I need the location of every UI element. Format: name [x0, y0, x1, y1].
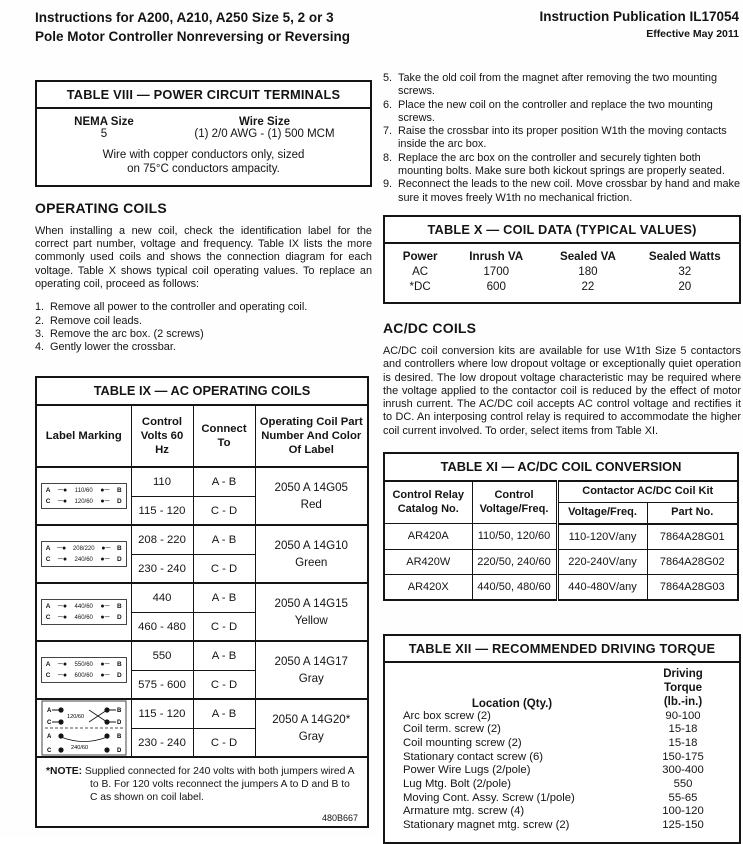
operating-coils-heading: OPERATING COILS	[35, 199, 167, 216]
table-row: Moving Cont. Assy. Screw (1/pole) 55-65	[403, 791, 698, 804]
table-x	[383, 215, 741, 304]
publication-info	[539, 9, 739, 40]
table-ix-note-row	[36, 757, 368, 827]
table-xi-header-row	[384, 481, 738, 502]
svg-text:120/60: 120/60	[66, 714, 84, 721]
acdc-coils-paragraph: AC/DC coil conversion kits are available for use W1th Size 5 contactors and controllers where low dropout voltage or exceptionally quiet operation is desired. The low dropout voltage characteristic may be required where the voltage applied to the contactor coil is reduced by the effect of motor inrush current. The AC/DC coil accepts AC control voltage and rectifies it to DC. An interposing control relay is required to accommodate the higher coil current involved. To order, select items from Table XI.	[383, 344, 741, 437]
part-number-cell: 2050 A 14G17 Gray	[255, 641, 368, 699]
table-row: A B C D 120/60 A B C D 240/60 115 - 120 A - B 2050 A 14G20* Gray	[36, 699, 368, 728]
table-ix-title: TABLE IX — AC OPERATING COILS	[36, 377, 368, 405]
coil-label-cell	[36, 699, 131, 757]
terminal-dot-icon	[100, 603, 109, 610]
col-header-connect-to: Connect To	[193, 405, 255, 467]
table-viii	[35, 80, 372, 187]
table-xi	[383, 452, 739, 600]
table-row: A ─● 440/60 ●─ B C ─● 460/60 ●─ D 440 A - B 2050 A 14G15 Yellow	[36, 583, 368, 612]
table-xii-title: TABLE XII — RECOMMENDED DRIVING TORQUE	[385, 636, 739, 663]
drawing-number: 480B667	[321, 812, 358, 823]
list-item: 7. Raise the crossbar into its proper position W1th the moving contacts inside the arc box.	[383, 125, 727, 151]
list-item: 6. Place the new coil on the controller and replace the two mounting screws.	[383, 98, 713, 124]
table-viii-title: TABLE VIII — POWER CIRCUIT TERMINALS	[37, 82, 370, 109]
effective-date: Effective May 2011	[646, 28, 739, 40]
col-header-driving-torque: Driving Torque (lb.-in.)	[663, 667, 703, 709]
acdc-coils-heading: AC/DC COILS	[383, 319, 477, 336]
table-row: 115 - 120 C - D	[36, 496, 368, 525]
table-xi-title: TABLE XI — AC/DC COIL CONVERSION	[384, 453, 738, 481]
list-item: 5. Take the old coil from the magnet after removing the two mounting screws.	[383, 72, 718, 98]
left-column	[35, 80, 372, 828]
table-x-body: Power Inrush VA Sealed VA Sealed Watts AC 1700 180 32 *DC 600 22 20	[402, 249, 721, 293]
table-viii-col2-value: (1) 2/0 AWG - (1) 500 MCM	[194, 128, 335, 140]
table-viii-col1-value: 5	[100, 128, 108, 140]
table-ix-header-row	[36, 405, 368, 467]
coil-label-cell	[36, 467, 131, 525]
table-viii-body	[37, 109, 370, 142]
terminal-dot-icon	[58, 603, 67, 610]
col-header-kit-part: Part No.	[647, 502, 738, 523]
document-title-line1: Instructions for A200, A210, A250 Size 5, 2 or 3	[35, 10, 334, 25]
svg-text:D: D	[116, 748, 122, 755]
coil-label-cell	[36, 525, 131, 583]
table-row: AR420W 220/50, 240/60 220-240V/any 7864A28G02	[384, 549, 738, 574]
table-viii-col2-header: Wire Size	[238, 116, 290, 128]
svg-text:A: A	[46, 734, 52, 741]
col-header-control-volts: Control Volts 60 Hz	[131, 405, 193, 467]
table-row: AR420A 110/50, 120/60 110-120V/any 7864A28G01	[384, 524, 738, 550]
terminal-dot-icon	[58, 498, 67, 505]
operating-coils-paragraph: When installing a new coil, check the identification label for the correct part number, voltage and frequency. Table IX lists the more commonly used coils and shows the connection diagram for each voltage. Table X shows typical coil operating values. To replace an operating coil, proceed as follows:	[35, 224, 372, 290]
table-xii	[383, 634, 741, 844]
table-xii-body	[385, 663, 739, 842]
terminal-dot-icon	[58, 672, 67, 679]
part-number-cell: 2050 A 14G05 Red	[255, 467, 368, 525]
list-item: 1. Remove all power to the controller and operating coil.	[35, 301, 308, 314]
table-viii-note: Wire with copper conductors only, sized on 75°C conductors ampacity.	[102, 149, 305, 176]
col-header-relay: Control Relay Catalog No.	[384, 481, 472, 524]
svg-text:B: B	[116, 734, 122, 741]
coil-label-diagram: A ─● 110/60 ●─ B C ─● 120/60 ●─ D	[41, 483, 127, 509]
part-number-cell: 2050 A 14G15 Yellow	[255, 583, 368, 641]
terminal-dot-icon	[100, 556, 109, 563]
table-row: 230 - 240 C - D	[36, 728, 368, 757]
coil-label-cell	[36, 583, 131, 641]
coil-label-diagram: A ─● 208/220 ●─ B C ─● 240/60 ●─ D	[41, 541, 127, 567]
table-row: Power Wire Lugs (2/pole) 300-400	[403, 764, 704, 777]
list-item: 8. Replace the arc box on the controller and securely tighten both mounting bolts. Make sure both kickout springs are properly seated.	[383, 151, 725, 178]
steps-list-1-4	[35, 301, 372, 354]
list-item: 2. Remove coil leads.	[35, 314, 143, 327]
table-row: Coil term. screw (2) 15-18	[403, 723, 698, 736]
svg-text:C: C	[46, 748, 52, 755]
table-row: Arc box screw (2) 90-100	[403, 709, 701, 722]
col-header-kit-vf: Voltage/Freq.	[557, 502, 647, 523]
steps-list-5-9	[383, 72, 741, 205]
table-row: Lug Mtg. Bolt (2/pole) 550	[403, 777, 693, 790]
part-number-cell: 2050 A 14G10 Green	[255, 525, 368, 583]
terminal-dot-icon	[58, 487, 67, 494]
coil-label-jumper-diagram	[41, 700, 127, 756]
coil-label-cell	[36, 641, 131, 699]
col-header-control-vf: Control Voltage/Freq.	[472, 481, 557, 524]
terminal-dot-icon	[100, 614, 109, 621]
terminal-dot-icon	[58, 661, 67, 668]
list-item: 4. Gently lower the crossbar.	[35, 341, 176, 354]
table-row: Armature mtg. screw (4) 100-120	[403, 805, 704, 818]
svg-text:D: D	[116, 720, 122, 727]
svg-text:A: A	[46, 708, 52, 715]
document-title	[35, 9, 350, 47]
terminal-dot-icon	[58, 556, 67, 563]
table-row: Stationary contact screw (6) 150-175	[403, 750, 704, 763]
table-ix	[35, 376, 369, 828]
table-x-title: TABLE X — COIL DATA (TYPICAL VALUES)	[385, 217, 739, 244]
terminal-dot-icon	[100, 672, 109, 679]
table-row: 575 - 600 C - D	[36, 670, 368, 699]
table-row: A ─● 550/60 ●─ B C ─● 600/60 ●─ D 550 A - B 2050 A 14G17 Gray	[36, 641, 368, 670]
table-row: 460 - 480 C - D	[36, 612, 368, 641]
terminal-dot-icon	[100, 498, 109, 505]
list-item: 3. Remove the arc box. (2 screws)	[35, 327, 204, 340]
table-viii-col1-header: NEMA Size	[74, 116, 134, 128]
coil-label-diagram: A ─● 440/60 ●─ B C ─● 460/60 ●─ D	[41, 599, 127, 625]
publication-number: Instruction Publication IL17054	[539, 9, 739, 24]
terminal-dot-icon	[58, 614, 67, 621]
terminal-dot-icon	[57, 545, 66, 552]
part-number-cell: 2050 A 14G20* Gray	[255, 699, 368, 757]
col-header-part-number: Operating Coil Part Number And Color Of Label	[255, 405, 368, 467]
right-column	[383, 72, 741, 844]
svg-text:240/60: 240/60	[70, 745, 88, 752]
table-ix-note: *NOTE: Supplied connected for 240 volts with both jumpers wired A to B. For 120 volts reconnect the jumpers A to D and B to C as shown on coil label.	[46, 766, 354, 804]
col-header-label-marking: Label Marking	[36, 405, 131, 467]
table-row: A ─● 208/220 ●─ B C ─● 240/60 ●─ D 208 - 220 A - B 2050 A 14G10 Green	[36, 525, 368, 554]
table-row: Stationary magnet mtg. screw (2) 125-150	[403, 818, 704, 831]
table-row: A ─● 110/60 ●─ B C ─● 120/60 ●─ D 110 A - B 2050 A 14G05 Red	[36, 467, 368, 496]
terminal-dot-icon	[100, 487, 109, 494]
svg-text:C: C	[46, 720, 52, 727]
svg-text:B: B	[116, 708, 122, 715]
table-row: AR420X 440/50, 480/60 440-480V/any 7864A28G03	[384, 574, 738, 600]
document-title-line2: Pole Motor Controller Nonreversing or Reversing	[35, 28, 351, 44]
table-row: Coil mounting screw (2) 15-18	[403, 736, 698, 749]
coil-label-diagram: A ─● 550/60 ●─ B C ─● 600/60 ●─ D	[41, 657, 127, 683]
table-row: 230 - 240 C - D	[36, 554, 368, 583]
terminal-dot-icon	[100, 661, 109, 668]
terminal-dot-icon	[101, 545, 110, 552]
list-item: 9. Reconnect the leads to the new coil. Move crossbar by hand and make sure it moves freely W1th no mechanical friction.	[383, 178, 741, 204]
col-header-kit-group: Contactor AC/DC Coil Kit	[557, 481, 738, 502]
col-header-location: Location (Qty.)	[471, 697, 553, 710]
